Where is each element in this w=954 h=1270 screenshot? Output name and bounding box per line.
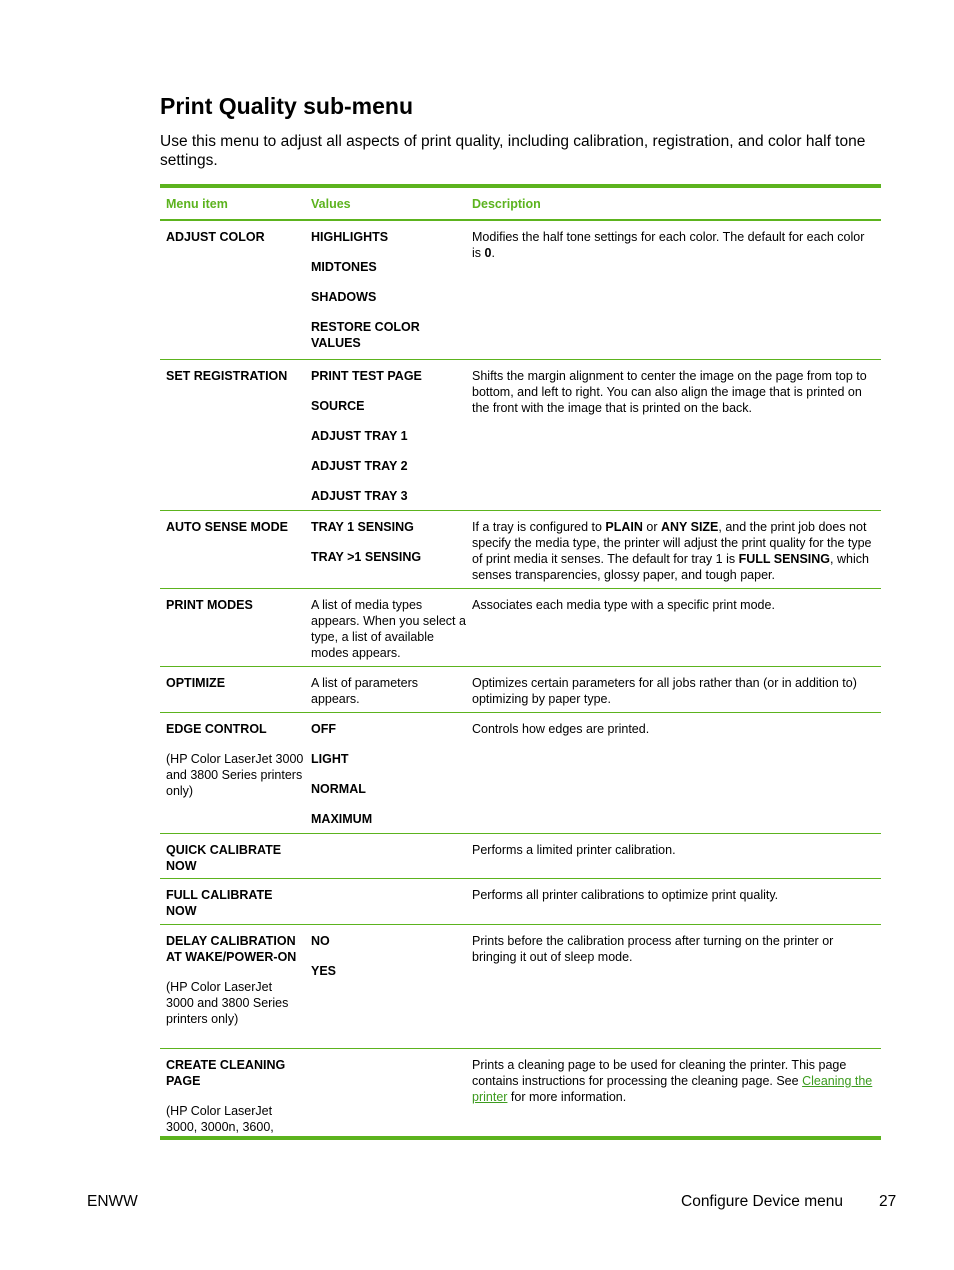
value-option: MIDTONES (311, 260, 377, 274)
footer-left: ENWW (87, 1193, 138, 1210)
menu-item-label: ADJUST COLOR (166, 230, 265, 244)
description-text: Modifies the half tone settings for each color. The default for each color is (472, 230, 865, 260)
menu-item-note: (HP Color LaserJet 3000 and 3800 Series printers only) (166, 980, 289, 1026)
value-option: TRAY >1 SENSING (311, 550, 422, 564)
value-option: NORMAL (311, 782, 366, 796)
header-menu-item: Menu item (166, 196, 228, 211)
menu-item-label: OPTIMIZE (166, 676, 226, 690)
menu-item-label: FULL CALIBRATE NOW (166, 888, 273, 918)
table-row (160, 511, 881, 589)
value-option: HIGHLIGHTS (311, 230, 389, 244)
values-empty (305, 1049, 466, 1136)
footer-section: Configure Device menu (681, 1193, 843, 1210)
footer-page-number: 27 (879, 1193, 897, 1210)
description-text: . (491, 246, 495, 260)
value-option: SOURCE (311, 399, 365, 413)
description: Performs all printer calibrations to optimize print quality. (472, 888, 779, 902)
values-text: A list of parameters appears. (311, 676, 418, 706)
values-list (305, 511, 466, 588)
menu-item-cell (160, 925, 305, 1048)
description: Shifts the margin alignment to center the image on the page from top to bottom, and left to right. You can also align the image that is printed on the front with the image that is printed on the back. (472, 369, 867, 415)
description-text: Prints a cleaning page to be used for cleaning the printer. This page contains instructions for processing the cleaning page. See (472, 1058, 847, 1088)
menu-item-label: EDGE CONTROL (166, 722, 267, 736)
table-row (160, 879, 881, 925)
table-row (160, 713, 881, 834)
values-list (305, 925, 466, 1048)
table-row (160, 1049, 881, 1136)
value-option: LIGHT (311, 752, 349, 766)
description-text: or (642, 520, 661, 534)
value-option: ADJUST TRAY 2 (311, 459, 408, 473)
menu-item-cell (160, 1049, 305, 1136)
intro-paragraph: Use this menu to adjust all aspects of print quality, including calibration, registration, and color half tone settings. (160, 133, 866, 169)
menu-item-label: AUTO SENSE MODE (166, 520, 289, 534)
description-bold: PLAIN (605, 520, 643, 534)
value-option: MAXIMUM (311, 812, 373, 826)
table-row (160, 667, 881, 713)
description: Optimizes certain parameters for all jobs rather than (or in addition to) optimizing by paper type. (472, 676, 857, 706)
description: Controls how edges are printed. (472, 722, 650, 736)
menu-item-note: (HP Color LaserJet 3000, 3000n, 3600, (166, 1104, 274, 1134)
description-bold: 0 (484, 246, 492, 260)
value-option: ADJUST TRAY 3 (311, 489, 408, 503)
description-text: If a tray is configured to (472, 520, 606, 534)
header-values: Values (311, 196, 351, 211)
values-list (305, 713, 466, 833)
value-option: TRAY 1 SENSING (311, 520, 414, 534)
page-title: Print Quality sub-menu (160, 93, 414, 119)
value-option: SHADOWS (311, 290, 377, 304)
cleaning-the-printer-link[interactable]: Cleaning the printer (472, 1074, 873, 1104)
description (466, 511, 881, 588)
description-text: for more information. (507, 1090, 627, 1104)
menu-item-label: PRINT MODES (166, 598, 253, 612)
description (466, 221, 881, 359)
description-bold: ANY SIZE (660, 520, 719, 534)
menu-item-note: (HP Color LaserJet 3000 and 3800 Series printers only) (166, 752, 304, 798)
table-row (160, 925, 881, 1049)
value-option: PRINT TEST PAGE (311, 369, 422, 383)
values-empty (305, 879, 466, 924)
menu-item-label: CREATE CLEANING PAGE (166, 1058, 286, 1088)
description: Associates each media type with a specific print mode. (472, 598, 775, 612)
table-row (160, 834, 881, 879)
description (466, 1049, 881, 1136)
table-row (160, 360, 881, 511)
value-option: YES (311, 964, 337, 978)
print-quality-table (160, 184, 881, 1140)
description-text: , and the print job does not specify the media type, the printer will adjust the print quality for the type of print media it senses. The default for tray 1 is (472, 520, 872, 566)
table-header-row (160, 188, 881, 221)
value-option: NO (311, 934, 330, 948)
table-row (160, 589, 881, 667)
value-option: ADJUST TRAY 1 (311, 429, 408, 443)
values-empty (305, 834, 466, 878)
table-row (160, 221, 881, 360)
menu-item-cell (160, 713, 305, 833)
menu-item-label: DELAY CALIBRATION AT WAKE/POWER-ON (166, 934, 297, 964)
values-text: A list of media types appears. When you select a type, a list of available modes appears. (311, 598, 466, 660)
description: Performs a limited printer calibration. (472, 843, 676, 857)
values-list (305, 221, 466, 359)
menu-item-label: SET REGISTRATION (166, 369, 288, 383)
value-option: OFF (311, 722, 336, 736)
values-list (305, 360, 466, 510)
value-option: RESTORE COLOR VALUES (311, 320, 420, 350)
description: Prints before the calibration process after turning on the printer or bringing it out of sleep mode. (472, 934, 834, 964)
description-text: , which senses transparencies, glossy paper, and tough paper. (472, 552, 869, 582)
description-bold: FULL SENSING (738, 552, 831, 566)
header-description: Description (472, 196, 541, 211)
menu-item-label: QUICK CALIBRATE NOW (166, 843, 282, 873)
